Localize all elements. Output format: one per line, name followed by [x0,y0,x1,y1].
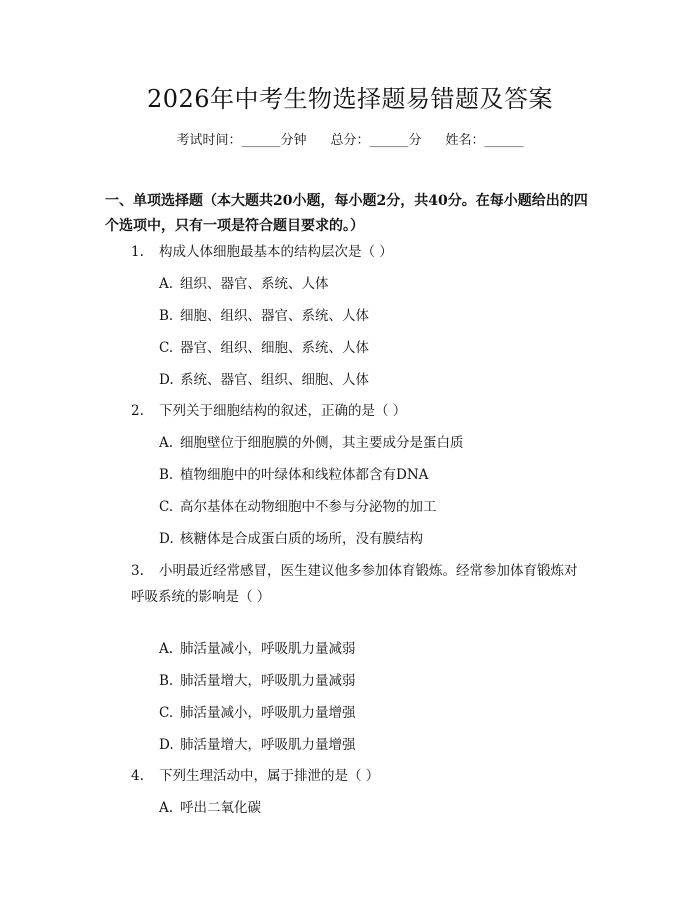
question-number: 4. [131,768,144,784]
time-label: 考试时间： [176,133,242,148]
question-text: 下列生理活动中，属于排泄的是（ ） [159,768,380,784]
option-letter: C. [159,705,174,721]
option-letter: A. [159,276,174,292]
option-letter: A. [159,800,174,816]
option-letter: D. [159,737,174,753]
question-text: 小明最近经常感冒，医生建议他多参加体育锻炼。经常参加体育锻炼对呼吸系统的影响是（ ） [131,563,578,605]
time-blank: ______ [241,133,281,148]
score-blank: ______ [369,133,409,148]
section-heading: 一、单项选择题（本大题共20小题，每小题2分，共40分。在每小题给出的四个选项中，只有一项是符合题目要求的。） [105,193,588,234]
option-text: 器官、组织、细胞、系统、人体 [180,340,369,356]
question-text: 下列关于细胞结构的叙述，正确的是（ ） [159,403,407,419]
option-letter: C. [159,340,174,356]
option-text: 植物细胞中的叶绿体和线粒体都含有DNA [180,467,429,483]
question-text: 构成人体细胞最基本的结构层次是（ ） [159,244,393,260]
question-3-option-a [159,639,356,659]
question-4-option-a [159,798,261,818]
question-3-option-c [159,703,356,723]
option-text: 高尔基体在动物细胞中不参与分泌物的加工 [180,499,437,515]
question-number: 1. [131,244,144,260]
option-letter: A. [159,435,174,451]
question-1-option-c [159,338,369,358]
option-text: 细胞壁位于细胞膜的外侧，其主要成分是蛋白质 [180,435,464,451]
page-title: 2026年中考生物选择题易错题及答案 [146,85,554,113]
question-1-option-b [159,306,369,326]
option-letter: D. [159,372,174,388]
question-number: 3. [131,563,144,579]
score-label: 总分： [330,133,370,148]
option-letter: B. [159,308,174,324]
question-2-option-a [159,433,464,453]
option-text: 肺活量减小，呼吸肌力量减弱 [180,641,356,657]
option-letter: B. [159,467,174,483]
name-blank: ______ [484,133,524,148]
question-2-option-b [159,465,428,485]
option-text: 肺活量减小，呼吸肌力量增强 [180,705,356,721]
option-letter: D. [159,531,174,547]
option-letter: C. [159,499,174,515]
question-3 [131,558,583,610]
question-1-option-d [159,370,369,390]
name-label: 姓名： [445,133,485,148]
option-text: 肺活量增大，呼吸肌力量增强 [180,737,356,753]
option-letter: B. [159,673,174,689]
option-text: 系统、器官、组织、细胞、人体 [180,372,369,388]
option-text: 呼出二氧化碳 [180,800,261,816]
option-text: 组织、器官、系统、人体 [180,276,329,292]
option-text: 肺活量增大，呼吸肌力量减弱 [180,673,356,689]
option-text: 核糖体是合成蛋白质的场所，没有膜结构 [180,531,423,547]
question-1 [131,239,601,265]
question-2-option-c [159,497,437,517]
exam-info-line [0,131,700,151]
score-unit: 分 [408,133,422,148]
option-text: 细胞、组织、器官、系统、人体 [180,308,369,324]
question-2-option-d [159,529,423,549]
time-unit: 分钟 [280,133,307,148]
question-3-option-d [159,735,356,755]
question-number: 2. [131,403,144,419]
option-letter: A. [159,641,174,657]
question-2 [131,398,601,424]
question-1-option-a [159,274,329,294]
question-4 [131,763,601,789]
question-3-option-b [159,671,356,691]
